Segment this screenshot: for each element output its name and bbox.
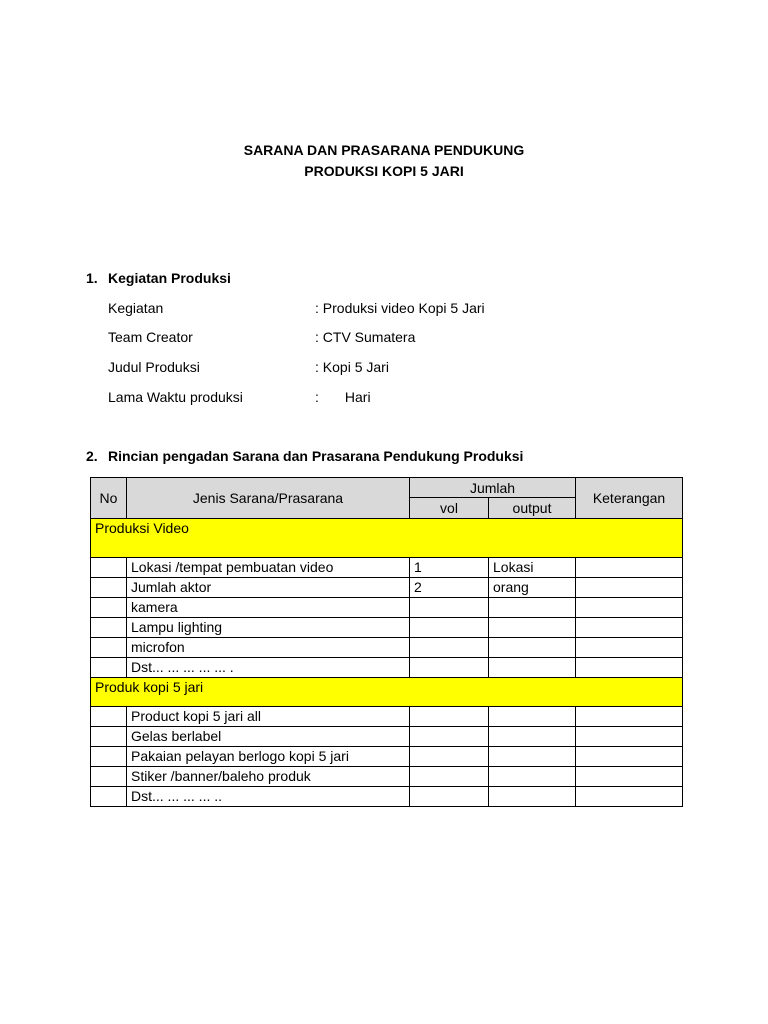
category-row: [91, 519, 683, 558]
cell-output: [489, 638, 576, 658]
section2-title: Rincian pengadan Sarana dan Prasarana Pendukung Produksi: [108, 448, 524, 464]
section2-heading: [86, 448, 523, 464]
cell-output: [489, 618, 576, 638]
cell-keterangan: [576, 558, 683, 578]
cell-vol: [410, 707, 489, 727]
document-title-line1: SARANA DAN PRASARANA PENDUKUNG: [243, 142, 525, 158]
cell-keterangan: [576, 578, 683, 598]
table-row: [91, 578, 683, 598]
cell-output: [489, 658, 576, 678]
table-row: [91, 658, 683, 678]
cell-jenis: Product kopi 5 jari all: [127, 707, 410, 727]
cell-output: [489, 707, 576, 727]
info-value: : Produksi video Kopi 5 Jari: [315, 300, 485, 316]
cell-jenis: Pakaian pelayan berlogo kopi 5 jari: [127, 747, 410, 767]
cell-no: [91, 558, 127, 578]
table-row: [91, 598, 683, 618]
cell-jenis: Lokasi /tempat pembuatan video: [127, 558, 410, 578]
cell-jenis: Dst... ... ... ... ... .: [127, 658, 410, 678]
cell-output: Lokasi: [489, 558, 576, 578]
info-label: Lama Waktu produksi: [108, 389, 243, 405]
header-keterangan: Keterangan: [576, 478, 683, 519]
cell-no: [91, 578, 127, 598]
cell-jenis: Gelas berlabel: [127, 727, 410, 747]
cell-output: [489, 767, 576, 787]
cell-keterangan: [576, 747, 683, 767]
cell-vol: 2: [410, 578, 489, 598]
cell-no: [91, 598, 127, 618]
header-jumlah: Jumlah: [410, 478, 576, 498]
section1-title: Kegiatan Produksi: [108, 270, 231, 286]
table-row: [91, 558, 683, 578]
cell-jenis: Stiker /banner/baleho produk: [127, 767, 410, 787]
section2-number: 2.: [86, 448, 98, 464]
cell-no: [91, 787, 127, 807]
cell-vol: [410, 638, 489, 658]
section1-heading: [86, 270, 231, 286]
info-value: : CTV Sumatera: [315, 329, 416, 345]
cell-jenis: microfon: [127, 638, 410, 658]
cell-jenis: kamera: [127, 598, 410, 618]
header-no: No: [91, 478, 127, 519]
cell-keterangan: [576, 598, 683, 618]
cell-jenis: Dst... ... ... ... ..: [127, 787, 410, 807]
sarana-table: [90, 477, 683, 807]
cell-keterangan: [576, 658, 683, 678]
cell-keterangan: [576, 787, 683, 807]
table-row: [91, 787, 683, 807]
cell-vol: 1: [410, 558, 489, 578]
info-value: : Kopi 5 Jari: [315, 359, 389, 375]
cell-no: [91, 707, 127, 727]
cell-keterangan: [576, 727, 683, 747]
category-label: Produksi Video: [91, 519, 683, 558]
cell-vol: [410, 727, 489, 747]
category-label: Produk kopi 5 jari: [91, 678, 683, 707]
category-row: [91, 678, 683, 707]
info-colon: :: [315, 389, 319, 405]
table-row: [91, 707, 683, 727]
cell-vol: [410, 598, 489, 618]
table-row: [91, 727, 683, 747]
document-title-line2: PRODUKSI KOPI 5 JARI: [304, 163, 464, 179]
cell-output: [489, 787, 576, 807]
header-output: output: [489, 498, 576, 519]
header-vol: vol: [410, 498, 489, 519]
cell-jenis: Lampu lighting: [127, 618, 410, 638]
info-value: [315, 389, 371, 405]
cell-jenis: Jumlah aktor: [127, 578, 410, 598]
cell-no: [91, 618, 127, 638]
cell-keterangan: [576, 707, 683, 727]
cell-output: orang: [489, 578, 576, 598]
info-label: Judul Produksi: [108, 359, 200, 375]
cell-no: [91, 727, 127, 747]
table-row: [91, 618, 683, 638]
table-row: [91, 638, 683, 658]
cell-no: [91, 747, 127, 767]
info-label: Kegiatan: [108, 300, 164, 316]
cell-keterangan: [576, 767, 683, 787]
cell-keterangan: [576, 638, 683, 658]
header-jenis: Jenis Sarana/Prasarana: [127, 478, 410, 519]
cell-output: [489, 747, 576, 767]
info-unit: Hari: [344, 389, 371, 405]
cell-vol: [410, 747, 489, 767]
table-row: [91, 767, 683, 787]
cell-vol: [410, 618, 489, 638]
cell-vol: [410, 767, 489, 787]
cell-no: [91, 658, 127, 678]
section1-number: 1.: [86, 270, 98, 286]
cell-vol: [410, 787, 489, 807]
info-label: Team Creator: [108, 329, 193, 345]
cell-vol: [410, 658, 489, 678]
cell-output: [489, 727, 576, 747]
cell-keterangan: [576, 618, 683, 638]
cell-output: [489, 598, 576, 618]
table-row: [91, 747, 683, 767]
cell-no: [91, 638, 127, 658]
cell-no: [91, 767, 127, 787]
